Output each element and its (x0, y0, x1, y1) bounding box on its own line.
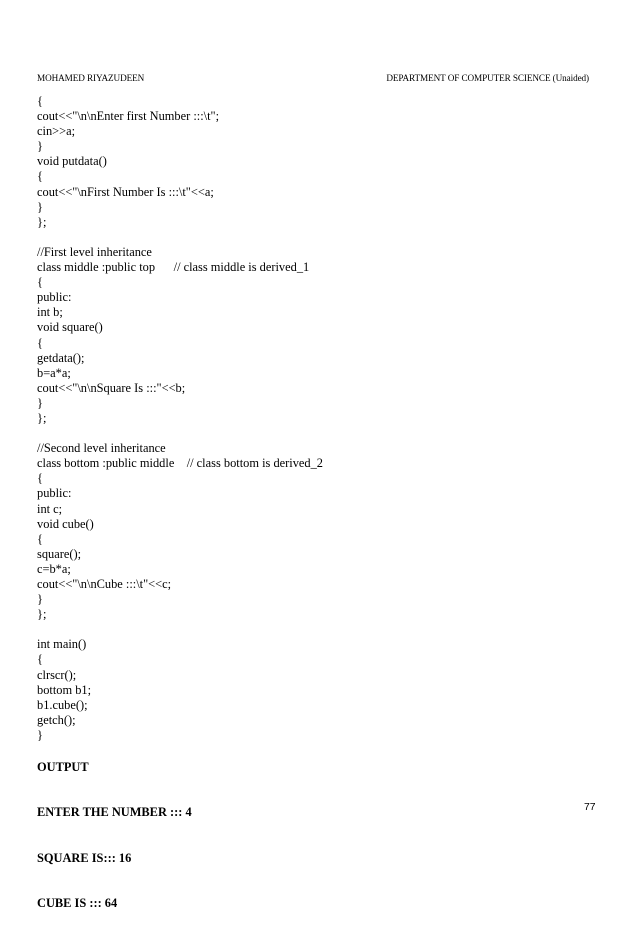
code-line: } (37, 139, 43, 154)
code-line: { (37, 169, 43, 184)
code-line: public: (37, 290, 72, 305)
code-line (37, 230, 323, 245)
code-line: //First level inheritance (37, 244, 152, 259)
code-line: int b; (37, 305, 63, 320)
output-line: CUBE IS ::: 64 (37, 896, 118, 911)
code-line: { (37, 94, 43, 108)
code-line: getdata(); (37, 350, 85, 365)
code-line (37, 426, 323, 441)
author-name: MOHAMED RIYAZUDEEN (37, 73, 145, 83)
code-line: { (37, 652, 43, 667)
code-line: class bottom :public middle // class bottom is derived_2 (37, 456, 323, 471)
page-number: 77 (584, 802, 596, 813)
code-line: cin>>a; (37, 124, 76, 139)
code-line: }; (37, 214, 47, 229)
code-line: void putdata() (37, 154, 107, 169)
code-line: b1.cube(); (37, 697, 88, 712)
output-line: ENTER THE NUMBER ::: 4 (37, 805, 192, 820)
code-line: clrscr(); (37, 667, 77, 682)
code-line: bottom b1; (37, 682, 92, 697)
output-line: SQUARE IS::: 16 (37, 850, 132, 865)
code-line: square(); (37, 546, 82, 561)
code-line: cout<<"\nFirst Number Is :::\t"<<a; (37, 184, 214, 199)
code-listing (37, 94, 323, 743)
code-line: int c; (37, 501, 63, 516)
code-line: void cube() (37, 516, 94, 531)
code-line: } (37, 395, 43, 410)
code-line (37, 622, 323, 637)
output-heading: OUTPUT (37, 760, 89, 775)
code-line: { (37, 531, 43, 546)
code-line: getch(); (37, 712, 76, 727)
code-line: }; (37, 410, 47, 425)
code-line: cout<<"\n\nEnter first Number :::\t"; (37, 109, 220, 124)
code-line: } (37, 727, 43, 742)
output-section (37, 730, 192, 926)
code-line: cout<<"\n\nCube :::\t"<<c; (37, 577, 172, 591)
code-line: void square() (37, 320, 103, 335)
page-header (37, 71, 601, 85)
code-line: { (37, 335, 43, 350)
code-line: public: (37, 486, 72, 501)
code-line: int main() (37, 637, 87, 652)
code-line: }; (37, 607, 47, 622)
code-line: { (37, 471, 43, 486)
code-line: b=a*a; (37, 365, 71, 380)
code-line: } (37, 199, 43, 214)
code-line: cout<<"\n\nSquare Is :::"<<b; (37, 380, 186, 395)
code-line: { (37, 275, 43, 290)
department-name: DEPARTMENT OF COMPUTER SCIENCE (Unaided) (386, 73, 589, 83)
code-line: c=b*a; (37, 561, 71, 576)
code-line: //Second level inheritance (37, 441, 166, 456)
code-line: class middle :public top // class middle is derived_1 (37, 260, 310, 275)
code-line: } (37, 592, 43, 607)
